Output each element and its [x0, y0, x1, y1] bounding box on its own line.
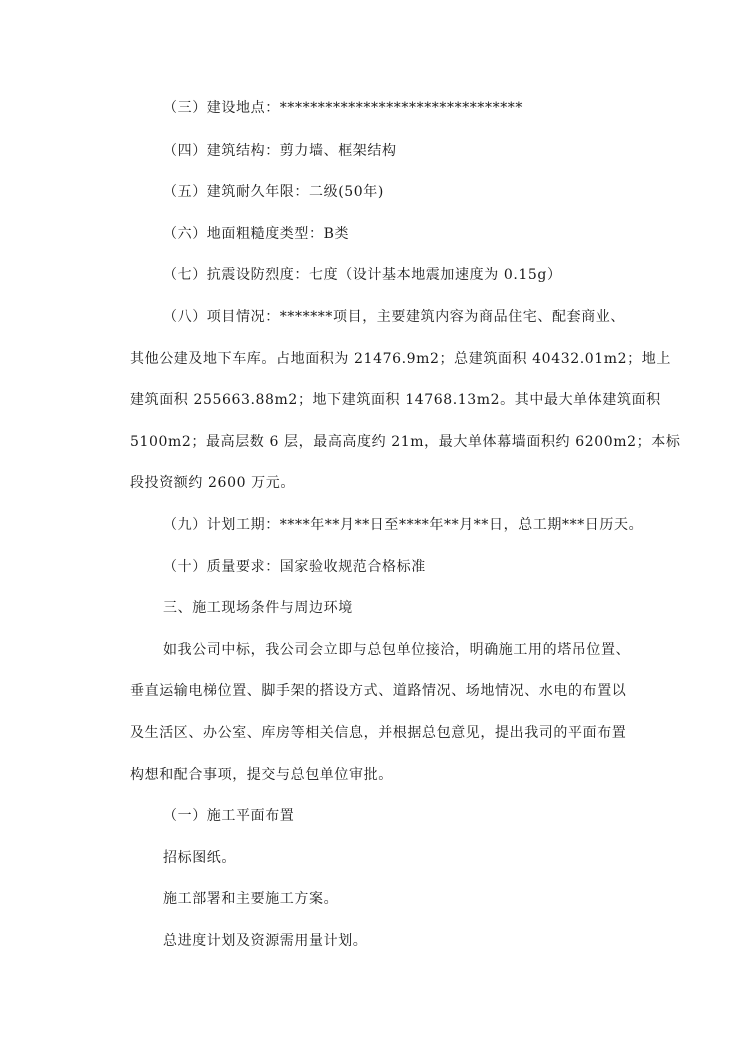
item-project-overview: （八）项目情况：*******项目，主要建筑内容为商品住宅、配套商业、: [163, 309, 625, 325]
paragraph-line: 构想和配合事项，提交与总包单位审批。: [130, 767, 393, 783]
list-item: 招标图纸。: [163, 850, 236, 866]
paragraph-line: 5100m2；最高层数 6 层，最高高度约 21m，最大单体幕墙面积约 6200m2；本标: [130, 434, 681, 450]
item-construction-site: （三）建设地点：********************************: [163, 100, 523, 116]
paragraph-line: 段投资额约 2600 万元。: [130, 475, 295, 491]
section-heading: 三、施工现场条件与周边环境: [163, 600, 353, 616]
paragraph-line: 其他公建及地下车库。占地面积为 21476.9m2；总建筑面积 40432.01m2；地上: [130, 351, 671, 367]
paragraph-line: 建筑面积 255663.88m2；地下建筑面积 14768.13m2。其中最大单体建筑面积: [130, 392, 661, 408]
paragraph-line: 垂直运输电梯位置、脚手架的搭设方式、道路情况、场地情况、水电的布置以: [130, 683, 627, 699]
paragraph-line: 及生活区、办公室、库房等相关信息，并根据总包意见，提出我司的平面布置: [130, 725, 627, 741]
paragraph-first-line: 如我公司中标，我公司会立即与总包单位接洽，明确施工用的塔吊位置、: [163, 642, 631, 658]
item-durability: （五）建筑耐久年限：二级(50年): [163, 184, 384, 200]
item-building-structure: （四）建筑结构：剪力墙、框架结构: [163, 143, 397, 159]
subsection-heading: （一）施工平面布置: [163, 808, 295, 824]
item-schedule: （九）计划工期：****年**月**日至****年**月**日，总工期***日历天。: [163, 517, 644, 533]
item-ground-roughness: （六）地面粗糙度类型：B类: [163, 226, 350, 242]
item-quality: （十）质量要求：国家验收规范合格标准: [163, 559, 426, 575]
item-seismic-intensity: （七）抗震设防烈度：七度（设计基本地震加速度为 0.15g）: [163, 267, 562, 283]
list-item: 施工部署和主要施工方案。: [163, 891, 339, 907]
list-item: 总进度计划及资源需用量计划。: [163, 933, 368, 949]
